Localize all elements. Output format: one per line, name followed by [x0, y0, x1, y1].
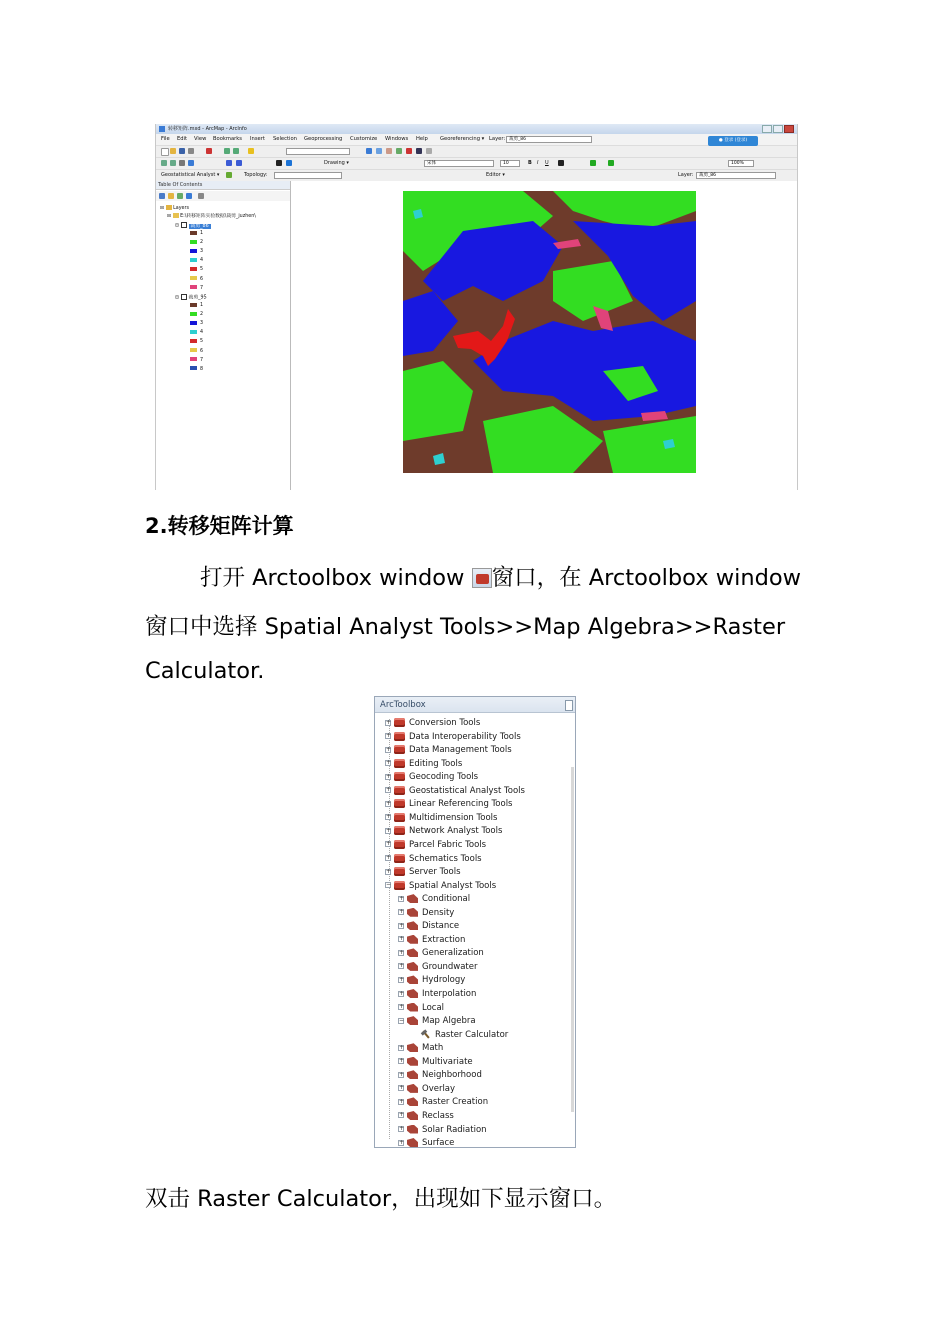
maximize-button[interactable] — [773, 125, 783, 133]
toolbox-server-tools-label: Server Tools — [409, 867, 461, 878]
layers-icon — [166, 205, 172, 210]
legend-swatch — [190, 249, 197, 253]
paragraph-line-1-a: 打开 Arctoolbox window — [200, 565, 472, 591]
expand-icon[interactable]: + — [399, 935, 405, 943]
toolbox-conversion-tools-label: Conversion Tools — [409, 718, 481, 728]
zoom-in-icon[interactable] — [161, 160, 167, 166]
folder-icon — [173, 213, 179, 218]
layer-dropdown[interactable] — [506, 136, 592, 143]
menu-bookmarks[interactable]: Bookmarks — [213, 136, 242, 142]
toolset-distance-label: Distance — [422, 921, 460, 932]
toolbox-conversion-tools[interactable] — [385, 717, 480, 730]
expand-icon[interactable]: + — [399, 989, 405, 997]
toolbox-icon — [394, 745, 405, 754]
select-icon[interactable] — [276, 160, 282, 166]
legend-swatch — [190, 366, 197, 370]
toolset-local-label: Local — [422, 1002, 445, 1013]
arctoolbox-icon[interactable] — [406, 148, 412, 154]
delete-icon[interactable] — [206, 148, 212, 154]
layer-label-2: Layer: — [678, 172, 694, 178]
legend-label: 1 — [200, 231, 204, 236]
legend-class-layer1-2 — [190, 239, 203, 246]
forward-icon[interactable] — [236, 160, 242, 166]
toolset-icon — [407, 948, 418, 957]
expand-icon[interactable]: + — [399, 921, 405, 929]
standard-toolbar — [156, 146, 797, 158]
close-button[interactable] — [784, 125, 794, 133]
paragraph-line-1 — [200, 560, 801, 592]
toolbox-network-analyst-tools-label: Network Analyst Tools — [409, 826, 503, 837]
expand-icon[interactable]: + — [399, 1057, 405, 1065]
layer-95-label: 裁剪_95 — [188, 295, 207, 301]
login-button[interactable]: ● 登录 (登录) — [708, 136, 758, 146]
table-of-contents — [156, 181, 291, 490]
italic-button[interactable]: I — [537, 160, 539, 166]
toolset-distance[interactable] — [398, 920, 459, 933]
legend-label: 4 — [200, 330, 204, 336]
tool-raster-calculator[interactable] — [411, 1029, 508, 1042]
expand-icon[interactable]: + — [399, 1084, 405, 1092]
pan-icon[interactable] — [179, 160, 185, 166]
legend-swatch — [190, 258, 197, 262]
legend-label: 3 — [200, 321, 204, 327]
toc-folder-label: E:\转移矩阵实验数据\裁剪_juzhen\ — [180, 214, 256, 219]
toolset-density[interactable] — [398, 907, 454, 920]
toolbox-schematics-tools-label: Schematics Tools — [409, 853, 482, 864]
toolbox-icon — [394, 826, 405, 835]
toolbox-geocoding-tools-label: Geocoding Tools — [409, 772, 479, 783]
toolset-icon — [407, 975, 418, 984]
legend-class-layer1-6 — [190, 276, 203, 283]
legend-class-layer1-7 — [190, 285, 203, 292]
toolset-map-algebra-label: Map Algebra — [422, 1016, 476, 1027]
legend-label: 7 — [200, 285, 204, 291]
expand-icon[interactable]: + — [386, 772, 392, 780]
minimize-button[interactable] — [762, 125, 772, 133]
toolset-icon — [407, 989, 418, 998]
toolbox-geocoding-tools[interactable] — [385, 771, 478, 784]
legend-class-layer2-6 — [190, 348, 203, 355]
python-icon[interactable] — [416, 148, 422, 154]
expand-icon[interactable]: + — [386, 718, 392, 726]
topology-label: Topology: — [244, 172, 268, 178]
font-size-value: 10 — [503, 161, 509, 166]
arcmap-app-icon — [159, 126, 165, 132]
toolset-math[interactable] — [398, 1042, 443, 1055]
toolbox-multidimension-tools-label: Multidimension Tools — [409, 812, 498, 823]
layer-95-checkbox[interactable] — [181, 294, 187, 300]
expand-icon[interactable]: + — [386, 813, 392, 821]
expand-icon[interactable]: + — [386, 826, 392, 834]
toolbox-icon — [394, 759, 405, 768]
legend-class-layer2-3 — [190, 320, 203, 327]
toolset-icon — [407, 1097, 418, 1106]
options-icon[interactable] — [198, 193, 204, 199]
arcmap-screenshot — [155, 124, 798, 490]
toolset-math-label: Math — [422, 1043, 444, 1054]
search-window-icon[interactable] — [396, 148, 402, 154]
legend-swatch — [190, 339, 197, 343]
layer-dropdown-value: 裁剪_86 — [509, 137, 526, 142]
toolset-icon — [407, 921, 418, 930]
toolbox-network-analyst-tools[interactable] — [385, 825, 502, 838]
toolbox-spatial-analyst-tools-label: Spatial Analyst Tools — [409, 880, 497, 891]
toolbox-icon — [394, 813, 405, 822]
toolset-surface[interactable] — [398, 1137, 454, 1148]
toolset-extraction-label: Extraction — [422, 934, 466, 945]
toolset-neighborhood-label: Neighborhood — [422, 1070, 482, 1081]
toolset-interpolation[interactable] — [398, 988, 476, 1001]
toolbox-parcel-fabric-tools-label: Parcel Fabric Tools — [409, 839, 487, 850]
toolbox-spatial-analyst-tools[interactable] — [385, 880, 496, 893]
menu-georeferencing[interactable]: Georeferencing ▾ — [440, 136, 485, 142]
layer-dropdown-2-value: 裁剪_86 — [699, 173, 716, 178]
legend-swatch — [190, 357, 197, 361]
zoom-percent-value: 100% — [731, 161, 744, 166]
toolbox-editing-tools-label: Editing Tools — [409, 758, 463, 769]
legend-swatch — [190, 240, 197, 244]
expand-icon[interactable]: + — [399, 908, 405, 916]
expand-icon[interactable]: + — [399, 1125, 405, 1132]
window-title: 转移矩阵.mxd - ArcMap - ArcInfo — [168, 126, 247, 132]
legend-class-layer2-4 — [190, 329, 203, 336]
expand-icon[interactable]: + — [399, 975, 405, 983]
open-icon[interactable] — [170, 148, 176, 154]
legend-swatch — [190, 321, 197, 325]
section-heading: 2.转移矩阵计算 — [145, 514, 294, 538]
arctoolbox-title: ArcToolbox — [375, 697, 575, 713]
legend-swatch — [190, 267, 197, 271]
legend-swatch — [190, 348, 197, 352]
toolbox-geostatistical-analyst-tools[interactable] — [385, 785, 525, 798]
scale-box[interactable] — [286, 148, 350, 155]
toolset-icon — [407, 962, 418, 971]
font-name-value: 宋体 — [427, 161, 436, 166]
expand-icon[interactable]: + — [386, 799, 392, 807]
legend-label: 2 — [200, 312, 204, 318]
toolbox-geostatistical-analyst-tools-label: Geostatistical Analyst Tools — [409, 785, 525, 796]
back-icon[interactable] — [226, 160, 232, 166]
layer-86-checkbox[interactable] — [181, 222, 187, 228]
window-titlebar — [156, 124, 797, 134]
toolset-icon — [407, 1003, 418, 1012]
legend-class-layer2-5 — [190, 338, 203, 345]
menu-customize[interactable]: Customize — [350, 136, 378, 142]
toolbox-icon — [394, 840, 405, 849]
editor-menu[interactable]: Editor ▾ — [486, 172, 505, 178]
menu-help[interactable]: Help — [416, 136, 428, 142]
legend-class-layer1-4 — [190, 257, 203, 264]
toolbox-linear-referencing-tools-label: Linear Referencing Tools — [409, 799, 513, 810]
toolset-icon — [407, 935, 418, 944]
legend-label: 3 — [200, 249, 204, 255]
toc-toolbar — [156, 191, 290, 201]
toolset-solar-radiation-label: Solar Radiation — [422, 1124, 487, 1135]
expand-icon[interactable]: + — [399, 894, 405, 902]
classified-raster-map — [403, 191, 696, 473]
legend-label: 6 — [200, 348, 204, 354]
toolset-icon — [407, 1111, 418, 1120]
toolset-icon — [407, 1043, 418, 1052]
identify-icon[interactable] — [286, 160, 292, 166]
legend-label: 5 — [200, 267, 204, 273]
paragraph-line-3: Calculator. — [145, 658, 265, 684]
toolset-generalization[interactable] — [398, 947, 484, 960]
toolset-icon — [407, 1125, 418, 1134]
toolset-groundwater[interactable] — [398, 961, 477, 974]
expand-icon[interactable]: + — [399, 962, 405, 970]
bold-button[interactable]: B — [528, 160, 532, 166]
legend-class-layer1-1 — [190, 230, 203, 237]
paragraph-line-1-b: 窗口，在 Arctoolbox window — [491, 565, 802, 591]
toc-layers-label: Layers — [173, 206, 189, 211]
toolset-extraction[interactable] — [398, 934, 465, 947]
drawing-menu[interactable]: Drawing ▾ — [324, 160, 349, 166]
tools-toolbar — [156, 158, 797, 170]
topology-box[interactable] — [274, 172, 342, 179]
expand-icon[interactable]: + — [386, 759, 392, 767]
toolset-surface-label: Surface — [422, 1138, 455, 1148]
toolset-icon — [407, 1057, 418, 1066]
expand-icon[interactable]: + — [399, 948, 405, 956]
list-by-source-icon[interactable] — [168, 193, 174, 199]
expand-icon[interactable]: + — [386, 786, 392, 794]
menu-file[interactable]: File — [161, 136, 170, 142]
legend-label: 7 — [200, 357, 204, 363]
toolbox-icon — [394, 786, 405, 795]
toolset-overlay[interactable] — [398, 1083, 455, 1096]
toolbox-icon — [394, 854, 405, 863]
arctoolbox-scrollbar[interactable] — [571, 767, 574, 1112]
legend-label: 5 — [200, 339, 204, 345]
toolset-icon — [407, 1138, 418, 1147]
arctoolbox-window — [374, 696, 576, 1148]
toolset-neighborhood[interactable] — [398, 1069, 482, 1082]
toolset-icon — [407, 1070, 418, 1079]
font-color-icon[interactable] — [558, 160, 564, 166]
legend-class-layer1-3 — [190, 248, 203, 255]
undo-icon[interactable] — [224, 148, 230, 154]
toolset-conditional[interactable] — [398, 893, 470, 906]
toolset-solar-radiation[interactable] — [398, 1124, 487, 1137]
full-extent-icon[interactable] — [188, 160, 194, 166]
toolset-reclass[interactable] — [398, 1110, 454, 1123]
tool-hammer-icon — [420, 1030, 431, 1039]
toolset-local[interactable] — [398, 1002, 444, 1015]
catalog-icon[interactable] — [386, 148, 392, 154]
toolbox-linear-referencing-tools[interactable] — [385, 798, 512, 811]
layer-label: Layer: — [489, 136, 506, 142]
menu-windows[interactable]: Windows — [385, 136, 409, 142]
fill-color-icon[interactable] — [590, 160, 596, 166]
tool-raster-calculator-label: Raster Calculator — [435, 1029, 509, 1040]
underline-button[interactable]: U — [545, 160, 549, 166]
list-by-drawing-order-icon[interactable] — [159, 193, 165, 199]
collapse-icon[interactable]: − — [386, 881, 392, 889]
map-view[interactable] — [291, 181, 797, 490]
toolset-overlay-label: Overlay — [422, 1083, 456, 1094]
expand-icon[interactable]: + — [386, 732, 392, 740]
toolbox-editing-tools[interactable] — [385, 758, 462, 771]
toolset-icon — [407, 894, 418, 903]
toolset-multivariate[interactable] — [398, 1056, 473, 1069]
expand-icon[interactable]: + — [386, 840, 392, 848]
toolbox-multidimension-tools[interactable] — [385, 812, 497, 825]
toolset-density-label: Density — [422, 907, 455, 918]
expand-icon[interactable]: + — [399, 1043, 405, 1051]
editor-toolbar-icon[interactable] — [366, 148, 372, 154]
arctoolbox-window-icon — [472, 568, 492, 588]
list-by-visibility-icon[interactable] — [177, 193, 183, 199]
toolbox-data-management-tools-label: Data Management Tools — [409, 745, 512, 756]
toolbox-schematics-tools[interactable] — [385, 853, 482, 866]
toolbox-icon — [394, 772, 405, 781]
expand-icon[interactable]: + — [399, 1003, 405, 1011]
legend-label: 1 — [200, 303, 204, 308]
legend-label: 2 — [200, 240, 204, 246]
toolset-groundwater-label: Groundwater — [422, 961, 478, 972]
toc-layer-86[interactable]: ⊟ 裁剪_86 — [175, 223, 209, 229]
legend-swatch — [190, 231, 197, 235]
toolset-raster-creation-label: Raster Creation — [422, 1097, 489, 1108]
toolset-multivariate-label: Multivariate — [422, 1056, 473, 1067]
expand-icon[interactable]: + — [399, 1070, 405, 1078]
legend-swatch — [190, 276, 197, 280]
menu-selection[interactable]: Selection — [273, 136, 297, 142]
toolset-conditional-label: Conditional — [422, 894, 471, 905]
menu-insert[interactable]: Insert — [250, 136, 265, 142]
toc-layer-95[interactable]: ⊟ 裁剪_95 — [175, 295, 207, 301]
toolbox-data-management-tools[interactable] — [385, 744, 512, 757]
toc-folder[interactable]: ⊟ E:\转移矩阵实验数据\裁剪_juzhen\ — [167, 214, 256, 219]
font-size-box[interactable] — [500, 160, 520, 167]
model-builder-icon[interactable] — [426, 148, 432, 154]
toolset-reclass-label: Reclass — [422, 1110, 454, 1121]
save-icon[interactable] — [179, 148, 185, 154]
legend-class-layer2-8 — [190, 366, 203, 373]
legend-label: 8 — [200, 366, 204, 372]
list-by-selection-icon[interactable] — [186, 193, 192, 199]
menu-edit[interactable]: Edit — [177, 136, 188, 142]
toolset-raster-creation[interactable] — [398, 1096, 488, 1109]
font-name-box[interactable] — [424, 160, 494, 167]
toolbox-icon — [394, 881, 405, 890]
toc-title: Table Of Contents — [156, 181, 290, 190]
legend-swatch — [190, 285, 197, 289]
toolbox-icon — [394, 799, 405, 808]
pin-icon[interactable] — [565, 700, 573, 711]
zoom-percent-box[interactable] — [728, 160, 754, 167]
legend-class-layer1-5 — [190, 266, 203, 273]
line-color-icon[interactable] — [608, 160, 614, 166]
toolset-interpolation-label: Interpolation — [422, 989, 477, 999]
expand-icon[interactable]: + — [386, 854, 392, 861]
legend-class-layer2-7 — [190, 357, 203, 364]
geostat-icon[interactable] — [226, 172, 232, 178]
paragraph-2: 双击 Raster Calculator，出现如下显示窗口。 — [145, 1186, 617, 1212]
zoom-out-icon[interactable] — [170, 160, 176, 166]
menu-view[interactable]: View — [194, 136, 207, 142]
toolbox-icon — [394, 718, 405, 727]
legend-swatch — [190, 303, 197, 307]
layer-dropdown-2[interactable] — [696, 172, 776, 179]
redo-icon[interactable] — [233, 148, 239, 154]
expand-icon[interactable]: + — [386, 745, 392, 753]
legend-swatch — [190, 312, 197, 316]
legend-label: 4 — [200, 258, 204, 264]
expand-icon[interactable]: + — [399, 1138, 405, 1146]
expand-icon[interactable]: + — [399, 1097, 405, 1105]
toolset-generalization-label: Generalization — [422, 948, 484, 959]
legend-swatch — [190, 330, 197, 334]
print-icon[interactable] — [188, 148, 194, 154]
layer-86-label: 裁剪_86 — [190, 223, 209, 229]
toolset-hydrology-label: Hydrology — [422, 975, 466, 986]
toc-icon[interactable] — [376, 148, 382, 154]
toolbox-icon — [394, 867, 405, 876]
legend-class-layer2-1 — [190, 302, 203, 309]
expand-icon[interactable]: + — [399, 1111, 405, 1119]
toolset-map-algebra[interactable] — [398, 1015, 476, 1028]
legend-label: 6 — [200, 276, 204, 282]
toolbox-data-interoperability-tools-label: Data Interoperability Tools — [409, 731, 521, 742]
add-data-icon[interactable] — [248, 148, 254, 154]
geostatistical-analyst-menu[interactable]: Geostatistical Analyst ▾ — [161, 172, 220, 178]
toolset-icon — [407, 1016, 418, 1025]
toolbox-icon — [394, 732, 405, 741]
toolbox-server-tools[interactable] — [385, 866, 461, 879]
toolset-icon — [407, 908, 418, 917]
menu-bar — [156, 134, 797, 146]
menu-geoprocessing[interactable]: Geoprocessing — [304, 136, 343, 142]
toolbox-parcel-fabric-tools[interactable] — [385, 839, 486, 852]
collapse-icon[interactable]: − — [399, 1016, 405, 1024]
paragraph-line-2: 窗口中选择 Spatial Analyst Tools>>Map Algebra>>Raster — [145, 614, 786, 640]
toolset-icon — [407, 1084, 418, 1093]
toc-layers-root[interactable]: ⊟ Layers — [160, 206, 189, 211]
expand-icon[interactable]: + — [386, 867, 392, 875]
legend-class-layer2-2 — [190, 311, 203, 318]
toolbox-data-interoperability-tools[interactable] — [385, 731, 521, 744]
toolset-hydrology[interactable] — [398, 974, 465, 987]
new-icon[interactable] — [161, 148, 169, 156]
